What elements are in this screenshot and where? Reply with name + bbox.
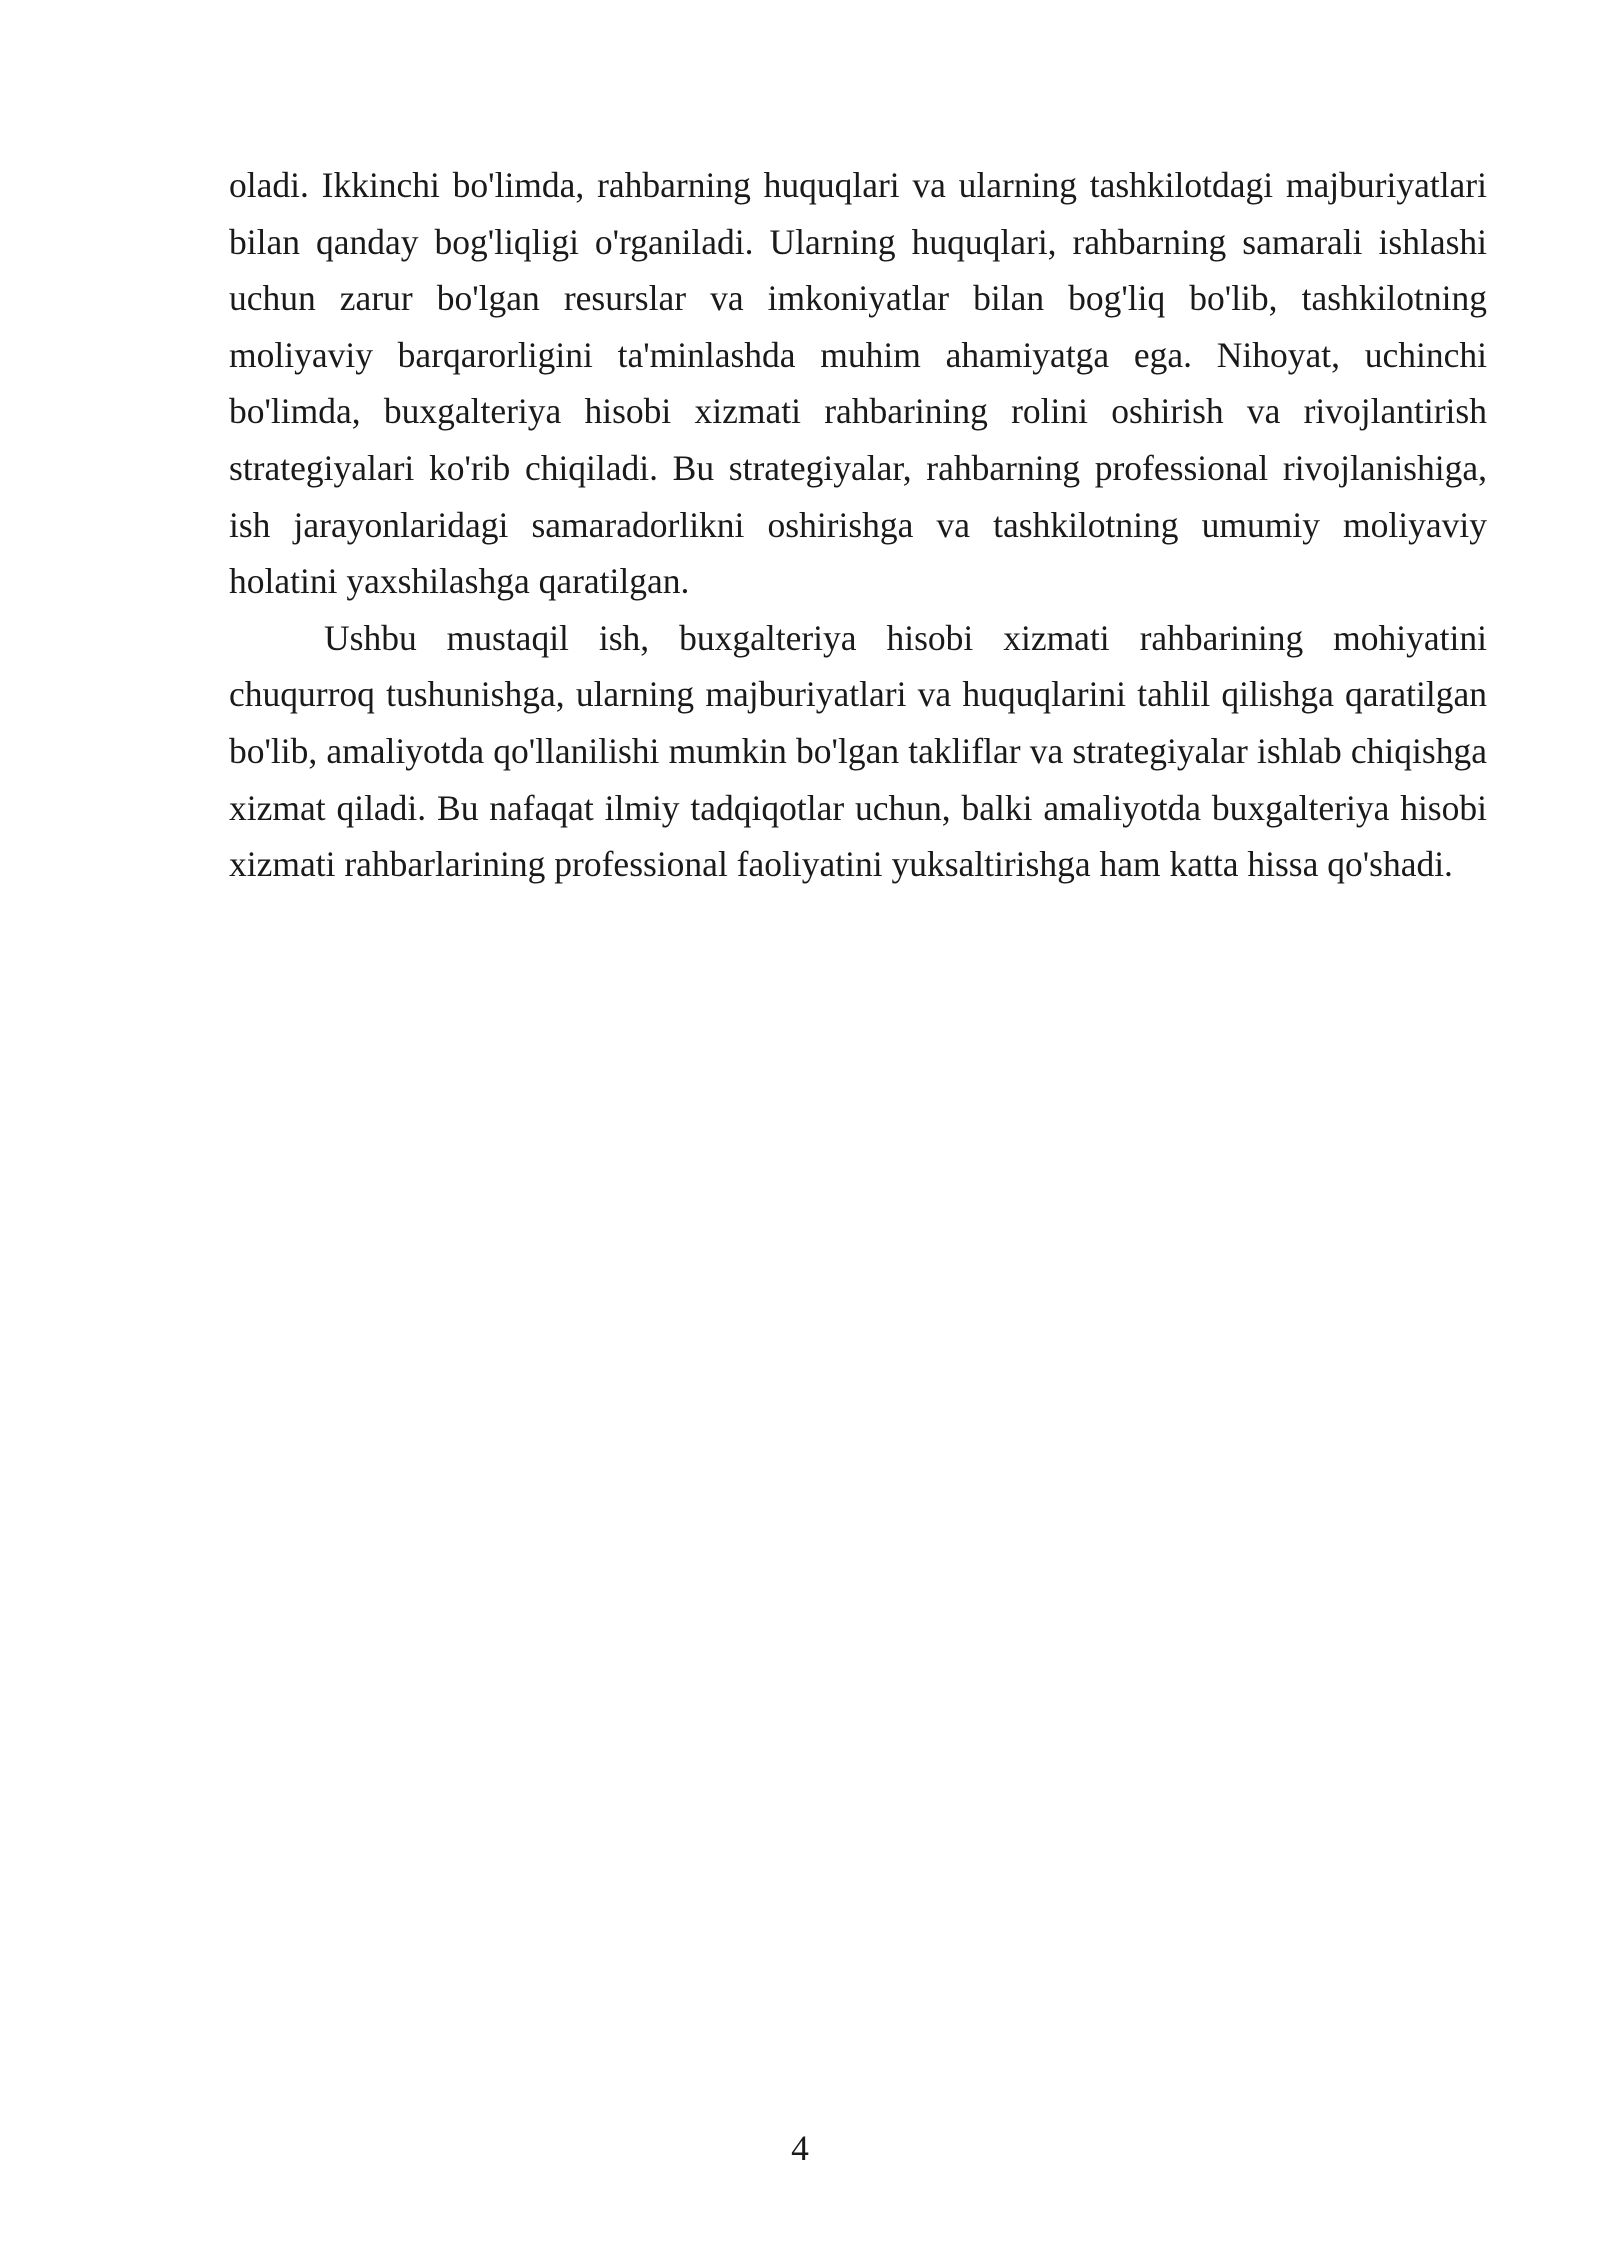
paragraph-continuation: oladi. Ikkinchi bo'limda, rahbarning huquqlari va ularning tashkilotdagi majburiyatlari bilan qanday bog'liqligi o'rganiladi. Ularning huquqlari, rahbarning samarali ishlashi uchun zarur bo'lgan resurslar va imkoniyatlar bilan bog'liq bo'lib, tashkilotning moliyaviy barqarorligini ta'minlashda muhim ahamiyatga ega. Nihoyat, uchinchi bo'limda, buxgalteriya hisobi xizmati rahbarining rolini oshirish va rivojlantirish strategiyalari ko'rib chiqiladi. Bu strategiyalar, rahbarning professional rivojlanishiga, ish jarayonlaridagi samaradorlikni oshirishga va tashkilotning umumiy moliyaviy holatini yaxshilashga qaratilgan. (229, 165, 1487, 602)
paragraph-summary: Ushbu mustaqil ish, buxgalteriya hisobi xizmati rahbarining mohiyatini chuqurroq tushunishga, ularning majburiyatlari va huquqlarini tahlil qilishga qaratilgan bo'lib, amaliyotda qo'llanilishi mumkin bo'lgan takliflar va strategiyalar ishlab chiqishga xizmat qiladi. Bu nafaqat ilmiy tadqiqotlar uchun, balki amaliyotda buxgalteriya hisobi xizmati rahbarlarining professional faoliyatini yuksaltirishga ham katta hissa qo'shadi. (229, 617, 1487, 885)
body-text (229, 157, 1487, 893)
page-number: 4 (791, 2128, 809, 2168)
